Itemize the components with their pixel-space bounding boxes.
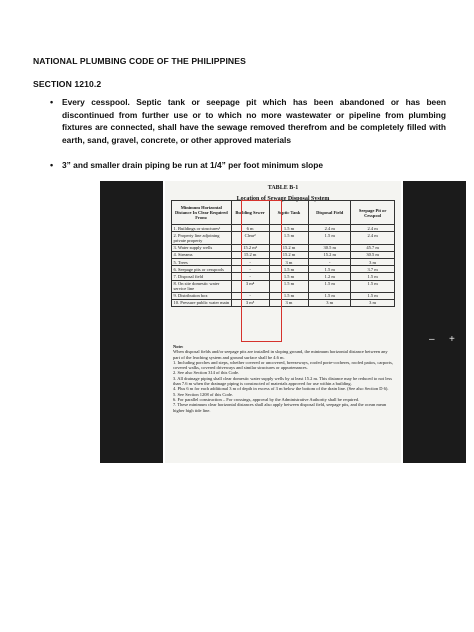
- bullet-text: 3” and smaller drain piping be run at 1/4” per foot minimum slope: [62, 160, 324, 171]
- header-cell: Septic Tank: [269, 201, 309, 225]
- note-item: 7. These minimum clear horizontal distances shall also apply between disposal field, seepage pits, and the ocean mean higher high tide line.: [173, 402, 387, 413]
- table-cell: 15.2 m: [269, 244, 309, 251]
- table-cell: 1.5 m: [309, 292, 351, 299]
- table-row: [172, 251, 395, 258]
- table-row: [172, 232, 395, 244]
- scanned-table-image: [165, 181, 401, 463]
- table-cell: 1.5 m: [351, 280, 395, 292]
- row-label: 10. Pressure public water main: [172, 299, 232, 306]
- table-cell: 1.5 m: [309, 280, 351, 292]
- table-row: [172, 273, 395, 280]
- table-title: TABLE B-1: [267, 185, 299, 191]
- table-cell: 15.2 m: [231, 251, 269, 258]
- table-cell: 1.5 m: [269, 292, 309, 299]
- table-cell: 3 m⁴: [231, 280, 269, 292]
- table-cell: 3 m: [351, 299, 395, 306]
- viewer-right-margin: [403, 181, 466, 463]
- header-cell: Minimum Horizontal Distance In Clear Required From:: [172, 201, 232, 225]
- zoom-out-button[interactable]: –: [429, 334, 435, 345]
- table-cell: 1.5 m: [269, 225, 309, 232]
- table-cell: 15.2 m: [309, 251, 351, 258]
- bullet-icon: •: [50, 97, 54, 107]
- notes-heading: Note:: [173, 344, 184, 349]
- table-cell: 30.5 m: [309, 244, 351, 251]
- distance-table: [171, 200, 395, 307]
- table-cell: 45.7 m: [351, 244, 395, 251]
- bullet-list: [50, 96, 446, 185]
- document-title: NATIONAL PLUMBING CODE OF THE PHILIPPINES: [33, 56, 246, 66]
- header-cell: Seepage Pit or Cesspool: [351, 201, 395, 225]
- row-label: 8. On site domestic water service line: [172, 280, 232, 292]
- header-cell: Building Sewer: [231, 201, 269, 225]
- table-cell: 15.2 m³: [231, 244, 269, 251]
- table-row: [172, 292, 395, 299]
- zoom-in-button[interactable]: +: [449, 334, 455, 345]
- table-cell: 2.4 m: [309, 225, 351, 232]
- table-cell: 1.5 m: [269, 232, 309, 244]
- row-label: 2. Property line adjoining private property: [172, 232, 232, 244]
- table-cell: 1.5 m: [309, 266, 351, 273]
- row-label: 3. Water supply wells: [172, 244, 232, 251]
- table-cell: -: [231, 292, 269, 299]
- bullet-text: Every cesspool. Septic tank or seepage pit which has been abandoned or has been discontinued from further use or to which no more wastewater or pipeline from plumbing fixtures are connected, shall have the sewage removed therefrom and be completely filled with earth, sand, gravel, concrete, or other approved materials: [62, 97, 446, 145]
- note-item: 2. See also Section 314 of this Code.: [173, 370, 240, 376]
- table-row: [172, 266, 395, 273]
- list-item: [50, 159, 446, 172]
- table-cell: -: [309, 258, 351, 265]
- table-cell: Clear²: [231, 232, 269, 244]
- table-cell: 1.5 m: [269, 280, 309, 292]
- row-label: 6. Seepage pits or cesspools: [172, 266, 232, 273]
- table-cell: 30.5 m: [351, 251, 395, 258]
- table-notes: [173, 344, 395, 413]
- header-cell: Disposal Field: [309, 201, 351, 225]
- table-cell: -: [231, 258, 269, 265]
- viewer-left-margin: [100, 181, 163, 463]
- table-cell: -: [231, 273, 269, 280]
- section-heading: SECTION 1210.2: [33, 79, 102, 89]
- table-cell: 3 m: [309, 299, 351, 306]
- note-item: When disposal fields and/or seepage pits are installed in sloping ground, the minimum horizontal distance between any part of the leaching system and ground surface shall be 4.6 m.: [173, 349, 388, 360]
- table-cell: 2.4 m: [351, 232, 395, 244]
- note-item: 6. For parallel construction – For crossings, approval by the Administrative Authority shall be required.: [173, 396, 360, 402]
- row-label: 7. Disposal field: [172, 273, 232, 280]
- table-cell: 3 m: [269, 299, 309, 306]
- table-row: [172, 280, 395, 292]
- table-cell: 3 m: [351, 258, 395, 265]
- row-label: 1. Buildings or structures¹: [172, 225, 232, 232]
- table-row: [172, 244, 395, 251]
- table-cell: 3 m⁵: [231, 299, 269, 306]
- table-cell: 1.2 m: [309, 273, 351, 280]
- table-cell: 1.5 m: [351, 292, 395, 299]
- septic-tank-highlight: [241, 200, 282, 342]
- table-cell: 1.5 m: [269, 266, 309, 273]
- table-row: [172, 258, 395, 265]
- note-item: 4. Plus 6 m for each additional 3 m of depth in excess of 3 m below the bottom of the drain line. (See also Section D 6).: [173, 386, 389, 392]
- table-row: [172, 299, 395, 306]
- table-row: [172, 225, 395, 232]
- table-cell: 3.7 m: [351, 266, 395, 273]
- note-item: 5. See Section 1208 of this Code.: [173, 391, 233, 397]
- table-cell: 1.5 m: [351, 273, 395, 280]
- table-cell: 3 m: [269, 258, 309, 265]
- table-cell: 1.5 m: [309, 232, 351, 244]
- note-item: 1. Including porches and steps, whether covered or uncovered, breezeways, roofed porte-cocheres, roofed patios, carports, covered walks, covered driveways and similar structures or appurtenances.: [173, 359, 394, 371]
- table-cell: 15.2 m: [269, 251, 309, 258]
- table-cell: 1.5 m: [269, 273, 309, 280]
- table-subtitle: Location of Sewage Disposal System: [236, 195, 330, 202]
- table-cell: 2.4 m: [351, 225, 395, 232]
- table-header-row: [172, 201, 395, 225]
- row-label: 5. Trees: [172, 258, 232, 265]
- bullet-icon: •: [50, 160, 54, 171]
- table-cell: -: [231, 266, 269, 273]
- note-item: 3. All drainage piping shall clear domestic water supply wells by at least 15.2 m. This distance may be reduced to not less than 7.6 m when the drainage piping is constructed of materials approved for use within a building.: [173, 375, 392, 387]
- list-item: [50, 96, 446, 146]
- table-cell: 6 m: [231, 225, 269, 232]
- row-label: 4. Streams: [172, 251, 232, 258]
- row-label: 9. Distribution box: [172, 292, 232, 299]
